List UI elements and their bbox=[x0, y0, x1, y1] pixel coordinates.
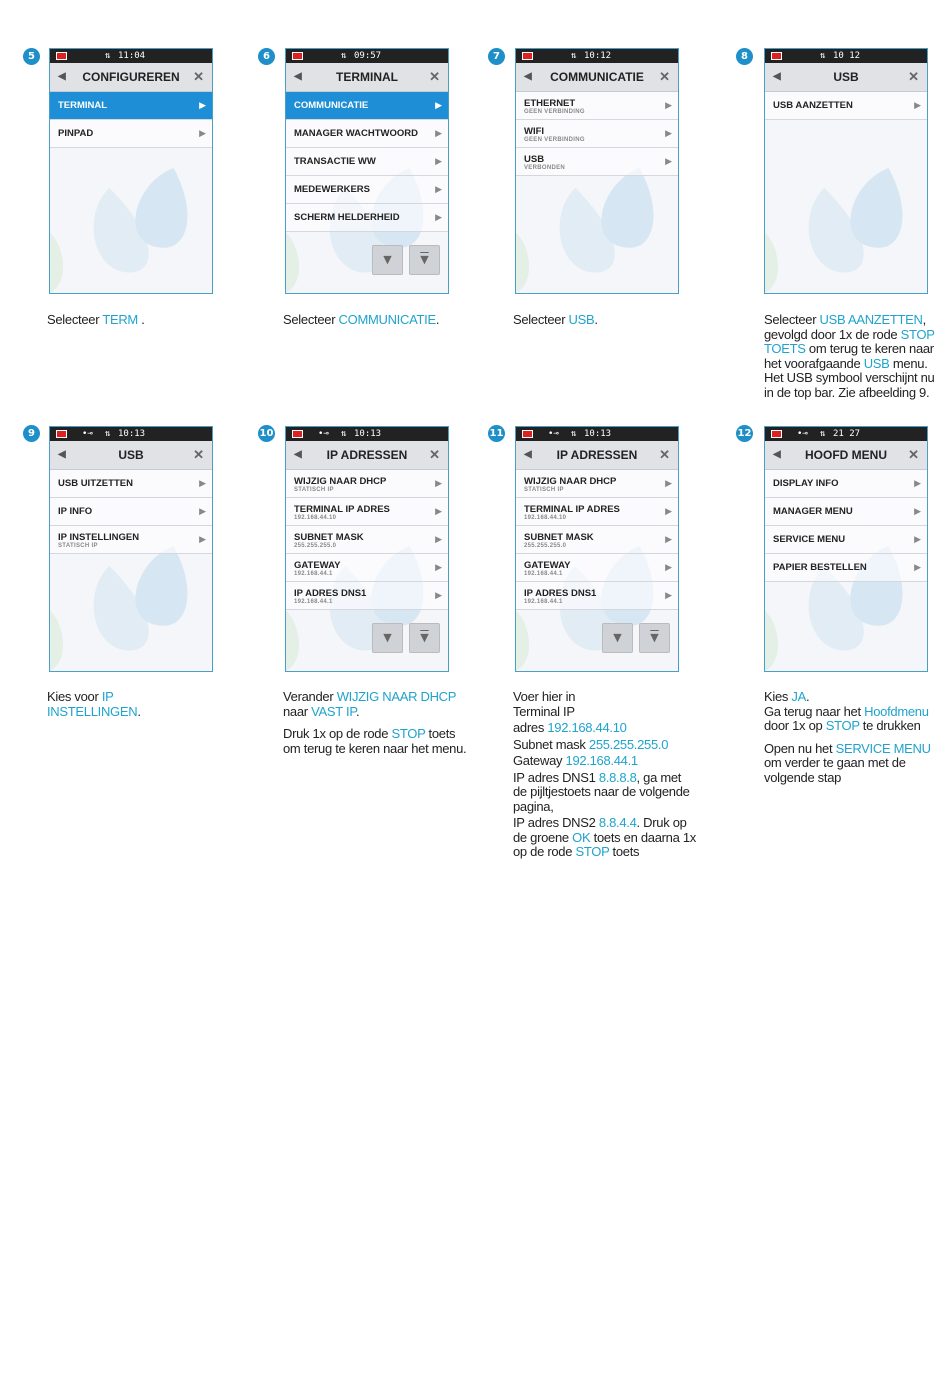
usb-icon: •⊸ bbox=[797, 429, 808, 439]
instruction-line bbox=[513, 738, 698, 753]
menu-item-label: WIJZIG NAAR DHCP STATISCH IP bbox=[294, 470, 448, 494]
menu-item-label: TERMINAL bbox=[58, 100, 108, 111]
chevron-right-icon: ▶ bbox=[435, 185, 442, 195]
menu-item-label: PAPIER BESTELLEN bbox=[773, 562, 867, 573]
back-arrow-icon[interactable]: ◀ bbox=[773, 449, 781, 460]
close-icon[interactable]: ✕ bbox=[193, 69, 204, 84]
page-down-icon[interactable]: ▼ bbox=[602, 623, 633, 653]
battery-icon bbox=[56, 52, 67, 60]
instruction-text: toets bbox=[609, 844, 640, 859]
terminal-screen bbox=[285, 426, 449, 672]
highlighted-term: USB bbox=[568, 312, 595, 327]
menu-item-subtitle: STATISCH IP bbox=[294, 487, 334, 493]
close-icon[interactable]: ✕ bbox=[659, 69, 670, 84]
close-icon[interactable]: ✕ bbox=[429, 69, 440, 84]
instruction-line bbox=[513, 771, 698, 815]
battery-icon bbox=[771, 430, 782, 438]
menu-item-label: ETHERNET GEEN VERBINDING bbox=[524, 92, 678, 116]
highlighted-term: 8.8.4.4 bbox=[598, 815, 637, 830]
status-bar bbox=[765, 427, 927, 441]
chevron-right-icon: ▶ bbox=[435, 535, 442, 545]
terminal-screen bbox=[515, 48, 679, 294]
screen-title-bar bbox=[516, 441, 678, 470]
highlighted-term: 192.168.44.1 bbox=[565, 753, 638, 768]
instruction-paragraph bbox=[764, 705, 942, 734]
instruction-paragraph bbox=[764, 690, 942, 705]
menu-item[interactable] bbox=[286, 176, 448, 204]
page-end-icon[interactable]: ▼ bbox=[409, 245, 440, 275]
menu-item[interactable] bbox=[286, 554, 448, 582]
instruction-text: Selecteer bbox=[283, 312, 339, 327]
instruction-text: Gateway bbox=[513, 753, 566, 768]
menu-item-label: MEDEWERKERS bbox=[294, 184, 371, 195]
step-number-badge: 5 bbox=[23, 48, 40, 65]
instruction-paragraph bbox=[513, 313, 698, 328]
battery-icon bbox=[522, 52, 533, 60]
screen-title-bar bbox=[765, 441, 927, 470]
back-arrow-icon[interactable]: ◀ bbox=[58, 71, 66, 82]
menu-item[interactable] bbox=[516, 526, 678, 554]
menu-item-label: TERMINAL IP ADRES 192.168.44.10 bbox=[294, 498, 448, 522]
connection-arrows-icon: ⇅ bbox=[341, 429, 347, 439]
connection-arrows-icon: ⇅ bbox=[105, 429, 111, 439]
menu-item-label: SCHERM HELDERHEID bbox=[294, 212, 400, 223]
menu-item-label: TERMINAL IP ADRES 192.168.44.10 bbox=[524, 498, 678, 522]
connection-arrows-icon: ⇅ bbox=[105, 51, 111, 61]
instruction-text: menu. Het USB symbool verschijnt nu in de top bar. Zie afbeelding 9. bbox=[764, 355, 935, 400]
menu-item-subtitle: 192.168.44.1 bbox=[524, 571, 563, 577]
chevron-right-icon: ▶ bbox=[435, 507, 442, 517]
terminal-screen bbox=[49, 426, 213, 672]
instruction-line bbox=[513, 690, 698, 705]
step-number-badge: 12 bbox=[736, 425, 753, 442]
screen-title-bar bbox=[50, 441, 212, 470]
highlighted-term: JA bbox=[791, 689, 806, 704]
chevron-right-icon: ▶ bbox=[665, 129, 672, 139]
chevron-right-icon: ▶ bbox=[665, 535, 672, 545]
status-time: 11:04 bbox=[118, 51, 146, 61]
instruction-text: om terug te keren naar het voorafgaande bbox=[764, 341, 934, 371]
highlighted-term: 8.8.8.8 bbox=[598, 769, 637, 785]
instruction-text: adres bbox=[513, 720, 548, 735]
screen-title: TERMINAL bbox=[336, 70, 398, 84]
menu-item[interactable] bbox=[50, 120, 212, 148]
instruction-text: toets om terug te keren naar het menu. bbox=[283, 726, 467, 756]
menu-item-subtitle: VERBONDEN bbox=[524, 165, 566, 171]
terminal-screen bbox=[285, 48, 449, 294]
chevron-right-icon: ▶ bbox=[914, 563, 921, 573]
menu-item-subtitle: STATISCH IP bbox=[524, 487, 564, 493]
step-number-badge: 10 bbox=[258, 425, 275, 442]
status-bar bbox=[516, 49, 678, 63]
instruction-text: IP adres DNS2 bbox=[513, 815, 599, 830]
highlighted-term: IP INSTELLINGEN bbox=[47, 689, 138, 719]
instruction-text: . bbox=[137, 312, 145, 327]
menu-item-subtitle: 192.168.44.10 bbox=[524, 515, 567, 521]
instruction-text: . bbox=[356, 703, 360, 719]
step-number-badge: 7 bbox=[488, 48, 505, 65]
instruction-text: Voer hier in bbox=[513, 689, 576, 704]
screen-title: IP ADRESSEN bbox=[326, 448, 408, 462]
instruction-text: naar bbox=[283, 703, 312, 719]
highlighted-term: VAST IP bbox=[311, 703, 357, 719]
menu-item[interactable] bbox=[50, 526, 212, 554]
menu-item-label: USB AANZETTEN bbox=[773, 100, 853, 111]
step-number-badge: 9 bbox=[23, 425, 40, 442]
status-bar bbox=[50, 427, 212, 441]
menu-item-label: IP INFO bbox=[58, 506, 93, 517]
instruction-text: Ga terug naar het bbox=[764, 703, 865, 719]
instruction-text: . bbox=[805, 689, 810, 704]
menu-item-label: WIFI GEEN VERBINDING bbox=[524, 120, 678, 144]
menu-item[interactable] bbox=[286, 526, 448, 554]
instruction-text: om verder te gaan met de volgende stap bbox=[764, 755, 906, 785]
chevron-right-icon: ▶ bbox=[665, 157, 672, 167]
screen-title: COMMUNICATIE bbox=[550, 70, 644, 84]
menu-item-subtitle: 255.255.255.0 bbox=[524, 543, 567, 549]
instruction-text: Terminal IP bbox=[513, 703, 575, 719]
instruction-text: , ga met de pijltjestoets naar de volgende pagina, bbox=[513, 769, 690, 814]
instruction-text: . bbox=[435, 312, 440, 327]
menu-item-subtitle: 192.168.44.1 bbox=[294, 571, 333, 577]
chevron-right-icon: ▶ bbox=[914, 101, 921, 111]
step-instructions bbox=[47, 313, 207, 328]
battery-icon bbox=[771, 52, 782, 60]
instruction-paragraph bbox=[283, 690, 468, 719]
menu-item-label: IP ADRES DNS1 192.168.44.1 bbox=[524, 582, 678, 606]
highlighted-term: USB bbox=[863, 355, 890, 371]
instruction-text: IP adres DNS1 bbox=[513, 769, 599, 785]
highlighted-term: WIJZIG NAAR DHCP bbox=[336, 689, 456, 704]
screen-title: USB bbox=[118, 448, 144, 462]
instruction-line bbox=[513, 754, 698, 769]
menu-item[interactable] bbox=[516, 148, 678, 176]
status-time: 09:57 bbox=[354, 51, 382, 61]
chevron-right-icon: ▶ bbox=[435, 129, 442, 139]
menu-item[interactable] bbox=[286, 92, 448, 120]
chevron-right-icon: ▶ bbox=[665, 591, 672, 601]
instruction-text: Open nu het bbox=[764, 740, 836, 756]
highlighted-term: 255.255.255.0 bbox=[588, 736, 669, 752]
chevron-right-icon: ▶ bbox=[914, 535, 921, 545]
chevron-right-icon: ▶ bbox=[199, 507, 206, 517]
menu-item-label: DISPLAY INFO bbox=[773, 478, 839, 489]
menu-item[interactable] bbox=[765, 498, 927, 526]
back-arrow-icon[interactable]: ◀ bbox=[524, 71, 532, 82]
instruction-paragraph bbox=[764, 313, 942, 400]
chevron-right-icon: ▶ bbox=[665, 479, 672, 489]
highlighted-term: OK bbox=[572, 829, 591, 845]
highlighted-term: COMMUNICATIE bbox=[338, 312, 436, 327]
instruction-text: , gevolgd door 1x de rode bbox=[764, 312, 926, 342]
screen-title-bar bbox=[286, 63, 448, 92]
menu-item[interactable] bbox=[50, 92, 212, 120]
step-instructions bbox=[283, 313, 468, 328]
terminal-screen bbox=[49, 48, 213, 294]
menu-item-label: GATEWAY 192.168.44.1 bbox=[524, 554, 678, 578]
close-icon[interactable]: ✕ bbox=[908, 69, 919, 84]
menu-item-subtitle: STATISCH IP bbox=[58, 543, 98, 549]
menu-item-label: IP ADRES DNS1 192.168.44.1 bbox=[294, 582, 448, 606]
menu-item[interactable] bbox=[516, 554, 678, 582]
instruction-line bbox=[513, 721, 698, 736]
menu-item-label: USB VERBONDEN bbox=[524, 148, 678, 172]
highlighted-term: SERVICE MENU bbox=[835, 740, 931, 756]
page-end-icon[interactable]: ▼ bbox=[409, 623, 440, 653]
menu-item-label: GATEWAY 192.168.44.1 bbox=[294, 554, 448, 578]
menu-item-label: PINPAD bbox=[58, 128, 94, 139]
battery-icon bbox=[56, 430, 67, 438]
terminal-screen bbox=[764, 426, 928, 672]
close-icon[interactable]: ✕ bbox=[429, 447, 440, 462]
highlighted-term: TERM bbox=[102, 312, 138, 327]
connection-arrows-icon: ⇅ bbox=[341, 51, 347, 61]
instruction-text: Kies bbox=[764, 689, 792, 704]
chevron-right-icon: ▶ bbox=[665, 101, 672, 111]
battery-icon bbox=[292, 52, 303, 60]
connection-arrows-icon: ⇅ bbox=[571, 51, 577, 61]
screen-title: USB bbox=[833, 70, 859, 84]
menu-item-label: TRANSACTIE WW bbox=[294, 156, 376, 167]
battery-icon bbox=[292, 430, 303, 438]
chevron-right-icon: ▶ bbox=[435, 591, 442, 601]
screen-title: IP ADRESSEN bbox=[556, 448, 638, 462]
step-instructions bbox=[764, 690, 942, 785]
instruction-paragraph bbox=[47, 690, 207, 719]
menu-item-label: MANAGER MENU bbox=[773, 506, 853, 517]
chevron-right-icon: ▶ bbox=[199, 535, 206, 545]
chevron-right-icon: ▶ bbox=[199, 479, 206, 489]
instruction-paragraph bbox=[764, 742, 942, 786]
chevron-right-icon: ▶ bbox=[665, 507, 672, 517]
menu-item-label: USB UITZETTEN bbox=[58, 478, 133, 489]
instruction-text: Verander bbox=[283, 689, 337, 704]
close-icon[interactable]: ✕ bbox=[193, 447, 204, 462]
instruction-text: Druk 1x op de rode bbox=[283, 726, 392, 741]
instruction-text: Selecteer bbox=[513, 312, 569, 327]
menu-item[interactable] bbox=[286, 148, 448, 176]
highlighted-term: 192.168.44.10 bbox=[547, 720, 627, 735]
back-arrow-icon[interactable]: ◀ bbox=[58, 449, 66, 460]
highlighted-term: STOP bbox=[825, 718, 860, 733]
menu-item[interactable] bbox=[286, 204, 448, 232]
chevron-right-icon: ▶ bbox=[435, 563, 442, 573]
back-arrow-icon[interactable]: ◀ bbox=[294, 449, 302, 460]
instruction-text: Subnet mask bbox=[513, 736, 589, 752]
menu-item[interactable] bbox=[765, 554, 927, 582]
status-time: 10 12 bbox=[833, 51, 861, 61]
menu-item-label: SUBNET MASK 255.255.255.0 bbox=[524, 526, 678, 550]
chevron-right-icon: ▶ bbox=[199, 101, 206, 111]
step-instructions bbox=[513, 690, 698, 860]
menu-item-label: SUBNET MASK 255.255.255.0 bbox=[294, 526, 448, 550]
highlighted-term: STOP bbox=[391, 726, 426, 741]
chevron-right-icon: ▶ bbox=[914, 507, 921, 517]
step-instructions bbox=[513, 313, 698, 328]
menu-item[interactable] bbox=[516, 498, 678, 526]
step-instructions bbox=[47, 690, 207, 719]
instruction-line bbox=[513, 705, 698, 720]
screen-title-bar bbox=[516, 63, 678, 92]
menu-item[interactable] bbox=[516, 582, 678, 610]
instruction-text: Selecteer bbox=[764, 312, 820, 327]
back-arrow-icon[interactable]: ◀ bbox=[524, 449, 532, 460]
menu-item[interactable] bbox=[50, 498, 212, 526]
step-number-badge: 11 bbox=[488, 425, 505, 442]
menu-item[interactable] bbox=[516, 92, 678, 120]
menu-item[interactable] bbox=[765, 470, 927, 498]
status-bar bbox=[286, 49, 448, 63]
menu-item-label: COMMUNICATIE bbox=[294, 100, 369, 111]
instruction-text: Selecteer bbox=[47, 312, 103, 327]
chevron-right-icon: ▶ bbox=[914, 479, 921, 489]
highlighted-term: USB AANZETTEN bbox=[819, 312, 923, 327]
highlighted-term: Hoofdmenu bbox=[864, 703, 929, 719]
step-number-badge: 8 bbox=[736, 48, 753, 65]
highlighted-term: STOP bbox=[575, 844, 610, 859]
screen-title-bar bbox=[50, 63, 212, 92]
usb-icon: •⊸ bbox=[318, 429, 329, 439]
close-icon[interactable]: ✕ bbox=[659, 447, 670, 462]
highlighted-term: STOP TOETS bbox=[764, 326, 935, 356]
status-bar bbox=[286, 427, 448, 441]
status-time: 10:13 bbox=[354, 429, 382, 439]
instruction-text: . bbox=[137, 703, 141, 719]
chevron-right-icon: ▶ bbox=[435, 157, 442, 167]
page-down-icon[interactable]: ▼ bbox=[372, 623, 403, 653]
menu-item-label: SERVICE MENU bbox=[773, 534, 846, 545]
menu-item-label: MANAGER WACHTWOORD bbox=[294, 128, 419, 139]
menu-item-label: IP INSTELLINGEN STATISCH IP bbox=[58, 526, 212, 550]
connection-arrows-icon: ⇅ bbox=[571, 429, 577, 439]
menu-item-subtitle: GEEN VERBINDING bbox=[524, 109, 585, 115]
chevron-right-icon: ▶ bbox=[435, 101, 442, 111]
menu-item[interactable] bbox=[765, 526, 927, 554]
instruction-text: door 1x op bbox=[764, 718, 826, 733]
menu-item[interactable] bbox=[286, 470, 448, 498]
instruction-paragraph bbox=[283, 313, 468, 328]
battery-icon bbox=[522, 430, 533, 438]
terminal-screen bbox=[515, 426, 679, 672]
usb-icon: •⊸ bbox=[82, 429, 93, 439]
page-end-icon[interactable]: ▼ bbox=[639, 623, 670, 653]
step-instructions bbox=[764, 313, 942, 400]
chevron-right-icon: ▶ bbox=[435, 479, 442, 489]
status-bar bbox=[516, 427, 678, 441]
chevron-right-icon: ▶ bbox=[199, 129, 206, 139]
menu-item[interactable] bbox=[765, 92, 927, 120]
chevron-right-icon: ▶ bbox=[435, 213, 442, 223]
step-instructions bbox=[283, 690, 468, 756]
menu-item[interactable] bbox=[516, 470, 678, 498]
menu-item-subtitle: GEEN VERBINDING bbox=[524, 137, 585, 143]
menu-item-subtitle: 192.168.44.1 bbox=[524, 599, 563, 605]
instruction-paragraph bbox=[47, 313, 207, 328]
usb-icon: •⊸ bbox=[548, 429, 559, 439]
page-down-icon[interactable]: ▼ bbox=[372, 245, 403, 275]
close-icon[interactable]: ✕ bbox=[908, 447, 919, 462]
status-bar bbox=[50, 49, 212, 63]
connection-arrows-icon: ⇅ bbox=[820, 51, 826, 61]
instruction-text: Kies voor bbox=[47, 689, 102, 704]
chevron-right-icon: ▶ bbox=[665, 563, 672, 573]
menu-item[interactable] bbox=[286, 120, 448, 148]
step-number-badge: 6 bbox=[258, 48, 275, 65]
status-time: 10:12 bbox=[584, 51, 612, 61]
status-time: 10:13 bbox=[118, 429, 146, 439]
instruction-line bbox=[513, 816, 698, 860]
menu-item-label: WIJZIG NAAR DHCP STATISCH IP bbox=[524, 470, 678, 494]
back-arrow-icon[interactable]: ◀ bbox=[294, 71, 302, 82]
connection-arrows-icon: ⇅ bbox=[820, 429, 826, 439]
terminal-screen bbox=[764, 48, 928, 294]
menu-item[interactable] bbox=[50, 470, 212, 498]
screen-title: HOOFD MENU bbox=[805, 448, 887, 462]
status-time: 10:13 bbox=[584, 429, 612, 439]
screen-title-bar bbox=[765, 63, 927, 92]
status-time: 21 27 bbox=[833, 429, 861, 439]
screen-title-bar bbox=[286, 441, 448, 470]
instruction-text: . bbox=[594, 312, 598, 327]
screen-title: CONFIGUREREN bbox=[82, 70, 180, 84]
instruction-paragraph bbox=[283, 727, 468, 756]
back-arrow-icon[interactable]: ◀ bbox=[773, 71, 781, 82]
instruction-text: toets en daarna 1x op de rode bbox=[513, 829, 696, 859]
menu-item[interactable] bbox=[516, 120, 678, 148]
instruction-text: . Druk op de groene bbox=[513, 815, 687, 845]
status-bar bbox=[765, 49, 927, 63]
instruction-text: te drukken bbox=[859, 718, 921, 733]
menu-item[interactable] bbox=[286, 498, 448, 526]
menu-item[interactable] bbox=[286, 582, 448, 610]
menu-item-subtitle: 255.255.255.0 bbox=[294, 543, 337, 549]
menu-item-subtitle: 192.168.44.10 bbox=[294, 515, 337, 521]
menu-item-subtitle: 192.168.44.1 bbox=[294, 599, 333, 605]
